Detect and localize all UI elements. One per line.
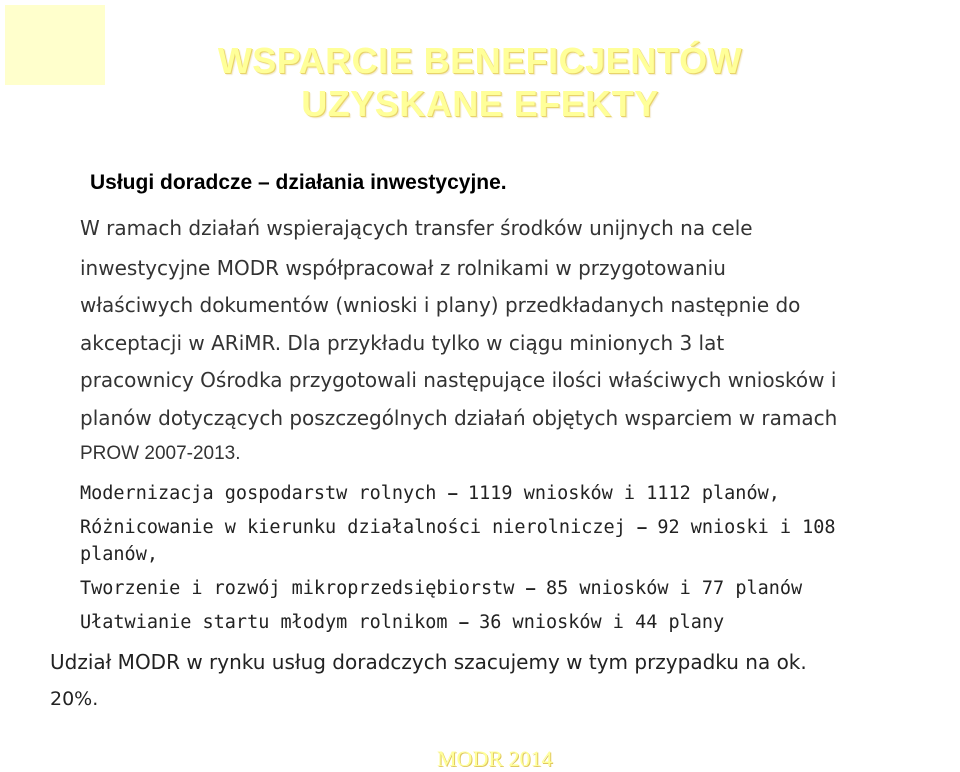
closing-line: Udział MODR w rynku usług doradczych szacujemy w tym przypadku na ok. xyxy=(50,650,807,674)
footer-text: MODR 2014 xyxy=(437,746,553,771)
list-item-dash: – xyxy=(458,611,468,632)
paragraph-line: akceptacji w ARiMR. Dla przykładu tylko w ciągu minionych 3 lat xyxy=(80,331,725,355)
closing-line: 20%. xyxy=(50,688,99,710)
paragraph-line: właściwych dokumentów (wnioski i plany) przedkładanych następnie do xyxy=(80,293,801,317)
list-item-dash: – xyxy=(447,482,457,503)
list-item-result: 92 wnioski i 108 xyxy=(657,517,836,538)
list-item-modernizacja xyxy=(80,482,780,504)
list-item-measure: Tworzenie i rozwój mikroprzedsiębiorstw xyxy=(80,578,515,599)
list-item-result: 36 wniosków i 44 plany xyxy=(479,612,725,633)
list-item-mlodzi-rolnicy xyxy=(80,611,724,633)
paragraph-line: inwestycyjne MODR współpracował z rolnikami w przygotowaniu xyxy=(80,256,726,280)
slide-title-line-1: WSPARCIE BENEFICJENTÓW xyxy=(217,40,743,81)
list-item-result: 1119 wniosków i 1112 planów, xyxy=(468,483,780,504)
list-item-measure: Różnicowanie w kierunku działalności nierolniczej xyxy=(80,517,626,538)
list-item-measure: Modernizacja gospodarstw rolnych xyxy=(80,483,437,504)
list-item-result: 85 wniosków i 77 planów xyxy=(545,578,803,599)
section-subheading: Usługi doradcze – działania inwestycyjne. xyxy=(90,171,507,194)
list-item-mikroprzedsiebiorstwa xyxy=(80,577,802,599)
list-item-measure: Ułatwianie startu młodym rolnikom xyxy=(80,612,448,633)
paragraph-line: pracownicy Ośrodka przygotowali następujące ilości właściwych wniosków i xyxy=(80,368,837,392)
paragraph-line: PROW 2007-2013. xyxy=(80,443,241,464)
list-item-dash: – xyxy=(636,516,647,537)
slide-title-line-2: UZYSKANE EFEKTY xyxy=(301,83,659,124)
list-item-roznicowanie xyxy=(80,516,836,538)
list-item-roznicowanie-continued: planów, xyxy=(80,544,158,565)
list-item-dash: – xyxy=(525,577,535,598)
paragraph-line: planów dotyczących poszczególnych działań objętych wsparciem w ramach xyxy=(80,406,838,430)
paragraph-line: W ramach działań wspierających transfer środków unijnych na cele xyxy=(80,216,753,240)
